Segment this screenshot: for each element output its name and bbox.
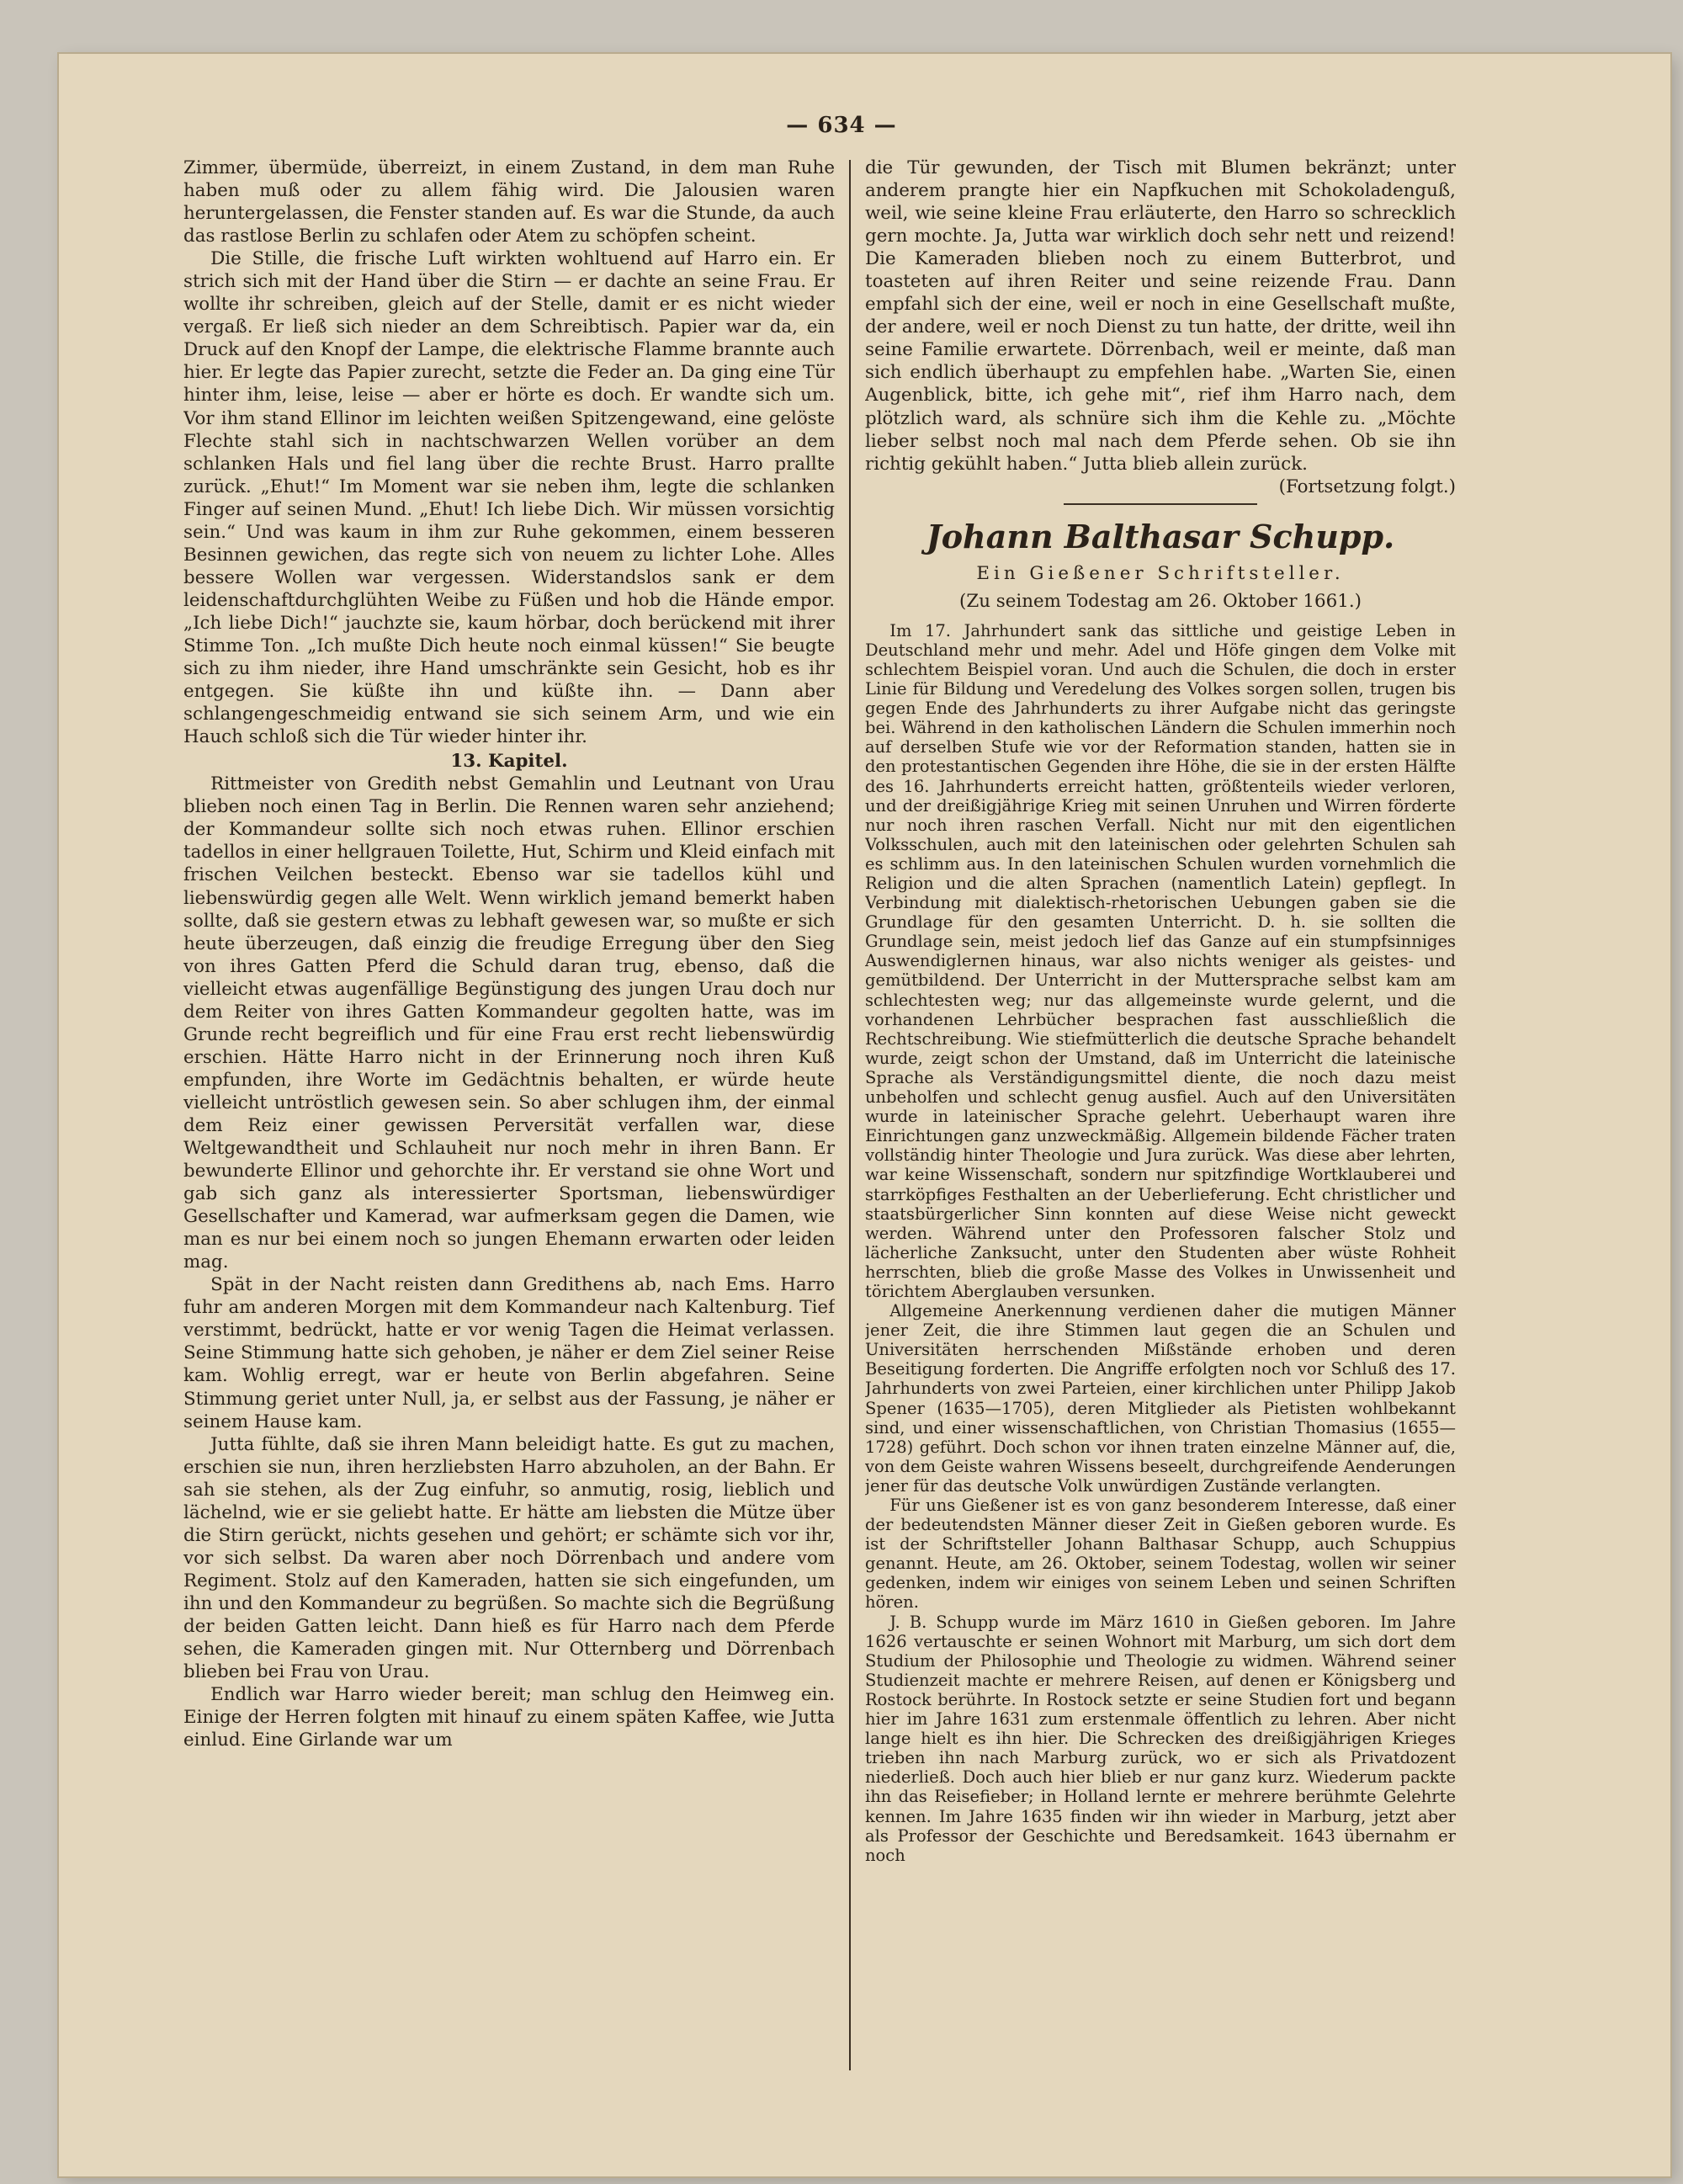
continuation-note: (Fortsetzung folgt.) [1278, 476, 1456, 497]
column-divider [849, 160, 851, 2070]
paragraph: Allgemeine Anerkennung verdienen daher die mutigen Männer jener Zeit, die ihre Stimmen laut gegen die an Schulen und Universitäten herrschenden Mißstände erhoben und deren Beseitigung forderten. Die Angriffe erfolgten noch vor Schluß des 17. Jahrhunderts von zwei Parteien, einer kirchlichen unter Philipp Jakob Spener (1635—1705), deren Mitglieder als Pietisten wohlbekannt sind, und einer wissenschaftlichen, von Christian Thomasius (1655—1728) geführt. Doch schon vor ihnen traten einzelne Männer auf, die, von dem Geiste wahren Wissens beseelt, durchgreifende Aenderungen jener für das deutsche Volk unwürdigen Zustände verlangten. [865, 1301, 1456, 1496]
chapter-heading: 13. Kapitel. [450, 751, 568, 773]
article-subtitle: Ein Gießener Schriftsteller. [976, 562, 1345, 584]
paragraph: J. B. Schupp wurde im März 1610 in Gießen geboren. Im Jahre 1626 vertauschte er seinen Wohnort mit Marburg, um sich dort dem Studium der Philosophie und Theologie zu widmen. Während seiner Studienzeit machte er mehrere Reisen, auf denen er Königsberg und Rostock berührte. In Rostock setzte er seine Studien fort und begann hier im Jahre 1631 zum erstenmale öffentlich zu lehren. Aber nicht lange hielt es ihn hier. Die Schrecken des dreißigjährigen Krieges trieben ihn nach Marburg zurück, wo er sich als Privatdozent niederließ. Doch auch hier blieb er nur ganz kurz. Wiederum packte ihn das Reisefieber; in Holland lernte er mehrere berühmte Gelehrte kennen. Im Jahre 1635 finden wir ihn wieder in Marburg, jetzt aber als Professor der Geschichte und Beredsamkeit. 1643 übernahm er noch [865, 1612, 1456, 1865]
paragraph: Im 17. Jahrhundert sank das sittliche und geistige Leben in Deutschland mehr und mehr. Adel und Höfe gingen dem Volke mit schlechtem Beispiel voran. Und auch die Schulen, die doch in erster Linie für Bildung und Veredelung des Volkes sorgen sollen, trugen bis gegen Ende des Jahrhunderts zu ihrer Aufgabe nicht das geringste bei. Während in den katholischen Ländern die Schulen immerhin noch auf derselben Stufe wie vor der Reformation standen, hatten sie in den protestantischen Gegenden ihre Höhe, die sie in der ersten Hälfte des 16. Jahrhunderts erreicht hatten, größtenteils wieder verloren, und der dreißigjährige Krieg mit seinen Unruhen und Wirren förderte nur noch ihren raschen Verfall. Nicht nur mit den eigentlichen Volksschulen, auch mit den lateinischen oder gelehrten Schulen sah es schlimm aus. In den lateinischen Schulen wurden vornehmlich die Religion und die alten Sprachen (namentlich Latein) gepflegt. In Verbindung mit dialektisch-rhetorischen Uebungen gaben sie die Grundlage für den gesamten Unterricht. D. h. sie sollten die Grundlage sein, meist jedoch lief das Ganze auf ein stumpfsinniges Auswendiglernen hinaus, war also nichts weniger als geistes- und gemütbildend. Der Unterricht in der Muttersprache selbst kam am schlechtesten weg; nur das allgemeinste wurde gelernt, und die vorhandenen Lehrbücher besprachen fast ausschließlich die Rechtschreibung. Wie stiefmütterlich die deutsche Sprache behandelt wurde, zeigt schon der Umstand, daß im Unterricht die lateinische Sprache als Verständigungsmittel diente, die noch dazu meist unbeholfen und schlecht genug ausfiel. Auch auf den Universitäten wurde in lateinischer Sprache gelehrt. Ueberhaupt waren ihre Einrichtungen ganz unzweckmäßig. Allgemein bildende Fächer traten vollständig hinter Theologie und Jura zurück. Was diese aber lehrten, war keine Wissenschaft, sondern nur spitzfindige Wortklauberei und starrköpfiges Festhalten an der Ueberlieferung. Echt christlicher und staatsbürgerlicher Sinn konnten auf diese Weise nicht geweckt werden. Während unter den Professoren falscher Stolz und lächerliche Zanksucht, unter den Studenten aber wüste Rohheit herrschten, blieb die große Masse des Volkes in Unwissenheit und törichtem Aberglauben versunken. [865, 620, 1456, 1301]
article-title: Johann Balthasar Schupp. [926, 517, 1395, 555]
paragraph: Für uns Gießener ist es von ganz besonderem Interesse, daß einer der bedeutendsten Männer dieser Zeit in Gießen geboren wurde. Es ist der Schriftsteller Johann Balthasar Schupp, auch Schuppius genannt. Heute, am 26. Oktober, seinem Todestag, wollen wir seiner gedenken, indem wir einiges von seinem Leben und seinen Schriften hören. [865, 1496, 1456, 1613]
left-column [183, 157, 835, 2075]
paragraph: Jutta fühlte, daß sie ihren Mann beleidigt hatte. Es gut zu machen, erschien sie nun, ihren herzliebsten Harro abzuholen, an der Bahn. Er sah sie stehen, als der Zug einfuhr, so anmutig, rosig, lieblich und lächelnd, wie er sie geliebt hatte. Er hätte am liebsten die Mütze über die Stirn gerückt, nichts gesehen und gehört; er schämte sich vor ihr, vor sich selbst. Da waren aber noch Dörrenbach und andere vom Regiment. Stolz auf den Kameraden, hatten sie sich eingefunden, um ihn und den Kommandeur zu begrüßen. So machte sich die Begrüßung der beiden Gatten leicht. Dann hieß es für Harro nach dem Pferde sehen, die Kameraden gingen mit. Nur Otternberg und Dörrenbach blieben bei Frau von Urau. [183, 1433, 835, 1683]
paragraph: die Tür gewunden, der Tisch mit Blumen bekränzt; unter anderem prangte hier ein Napfkuchen mit Schokoladenguß, weil, wie seine kleine Frau erläuterte, den Harro so schrecklich gern mochte. Ja, Jutta war wirklich doch sehr nett und reizend! Die Kameraden blieben noch zu einem Butterbrot, und toasteten auf ihren Reiter und seine reizende Frau. Dann empfahl sich der eine, weil er noch in eine Gesellschaft mußte, der andere, weil er noch Dienst zu tun hatte, der dritte, weil ihn seine Familie erwartete. Dörrenbach, weil er meinte, daß man sich endlich überhaupt zu empfehlen habe. „Warten Sie, einen Augenblick, bitte, ich gehe mit“, rief ihm Harro nach, dem plötzlich ward, als schnüre sich ihm die Kehle zu. „Möchte lieber selbst noch mal nach dem Pferde sehen. Ob sie ihn richtig gekühlt haben.“ Jutta blieb allein zurück. [865, 157, 1456, 475]
paragraph: Spät in der Nacht reisten dann Gredithens ab, nach Ems. Harro fuhr am anderen Morgen mit dem Kommandeur nach Kaltenburg. Tief verstimmt, bedrückt, hatte er vor wenig Tagen die Heimat verlassen. Seine Stimmung hatte sich gehoben, je näher er dem Ziel seiner Reise kam. Wohlig erregt, war er heute von Berlin abgefahren. Seine Stimmung geriet unter Null, ja, er selbst aus der Fassung, je näher er seinem Hause kam. [183, 1274, 835, 1432]
paragraph: Die Stille, die frische Luft wirkten wohltuend auf Harro ein. Er strich sich mit der Hand über die Stirn — er dachte an seine Frau. Er wollte ihr schreiben, gleich auf der Stelle, damit er es nicht wieder vergaß. Er ließ sich nieder an dem Schreibtisch. Papier war da, ein Druck auf den Knopf der Lampe, die elektrische Flamme brannte auch hier. Er legte das Papier zurecht, setzte die Feder an. Da ging eine Tür hinter ihm, leise, leise — aber er hörte es doch. Er wandte sich um. Vor ihm stand Ellinor im leichten weißen Spitzengewand, eine gelöste Flechte stahl sich in nachtschwarzen Wellen vorüber an dem schlanken Hals und fiel lang über die rechte Brust. Harro prallte zurück. „Ehut!“ Im Moment war sie neben ihm, legte die schlanken Finger auf seinen Mund. „Ehut! Ich liebe Dich. Wir müssen vorsichtig sein.“ Und was kaum in ihm zur Ruhe gekommen, einem besseren Besinnen gewichen, das regte sich von neuem zu lichter Lohe. Alles bessere Wollen war vergessen. Widerstandslos sank er dem leidenschaftdurchglühten Weibe zu Füßen und hob die Hände empor. „Ich liebe Dich!“ jauchzte sie, kaum hörbar, doch berückend mit ihrer Stimme Ton. „Ich mußte Dich heute noch einmal küssen!“ Sie beugte sich zu ihm nieder, ihre Hand umschränkte sein Gesicht, hob es ihr entgegen. Sie küßte ihn und küßte ihn. — Dann aber schlangengeschmeidig entwand sie sich seinem Arm, und wie ein Hauch schloß sich die Tür wieder hinter ihr. [183, 248, 835, 748]
page-number: — 634 — [786, 113, 897, 138]
paragraph: Endlich war Harro wieder bereit; man schlug den Heimweg ein. Einige der Herren folgten mit hinauf zu einem späten Kaffee, wie Jutta einlud. Eine Girlande war um [183, 1684, 835, 1751]
paragraph: Zimmer, übermüde, überreizt, in einem Zustand, in dem man Ruhe haben muß oder zu allem fähig wird. Die Jalousien waren heruntergelassen, die Fenster standen auf. Es war die Stunde, da auch das rastlose Berlin zu schlafen oder Atem zu schöpfen scheint. [183, 157, 835, 247]
article-dateline: (Zu seinem Todestag am 26. Oktober 1661.) [958, 590, 1362, 612]
section-rule [1064, 503, 1257, 505]
right-column [865, 157, 1456, 2075]
article-body [865, 621, 1456, 1865]
paragraph: Rittmeister von Gredith nebst Gemahlin und Leutnant von Urau blieben noch einen Tag in Berlin. Die Rennen waren sehr anziehend; der Kommandeur sollte sich noch etwas ruhen. Ellinor erschien tadellos in einer hellgrauen Toilette, Hut, Schirm und Kleid einfach mit frischen Veilchen besteckt. Ebenso war sie tadellos kühl und liebenswürdig gegen alle Welt. Wenn wirklich jemand bemerkt haben sollte, daß sie gestern etwas zu lebhaft gewesen war, so mußte er sich heute überzeugen, daß einzig die freudige Erregung über den Sieg von ihres Gatten Pferd die Schuld daran trug, ebenso, daß die vielleicht etwas augenfällige Begünstigung des jungen Urau doch nur dem Reiter von ihres Gatten Kommandeur gegolten hatte, was im Grunde recht begreiflich und für eine Frau erst recht liebenswürdig erschien. Hätte Harro nicht in der Erinnerung noch ihren Kuß empfunden, ihre Worte im Gedächtnis behalten, er würde heute vielleicht untröstlich gewesen sein. So aber schlugen ihm, der einmal dem Reiz einer gewissen Perversität verfallen war, diese Weltgewandtheit und Schlauheit nur noch mehr in ihren Bann. Er bewunderte Ellinor und gehorchte ihr. Er verstand sie ohne Wort und gab sich ganz als interessierter Sportsman, liebenswürdiger Gesellschafter und Kamerad, war aufmerksam gegen die Damen, wie man es nur bei einem noch so jungen Ehemann erwarten oder leiden mag. [183, 773, 835, 1273]
